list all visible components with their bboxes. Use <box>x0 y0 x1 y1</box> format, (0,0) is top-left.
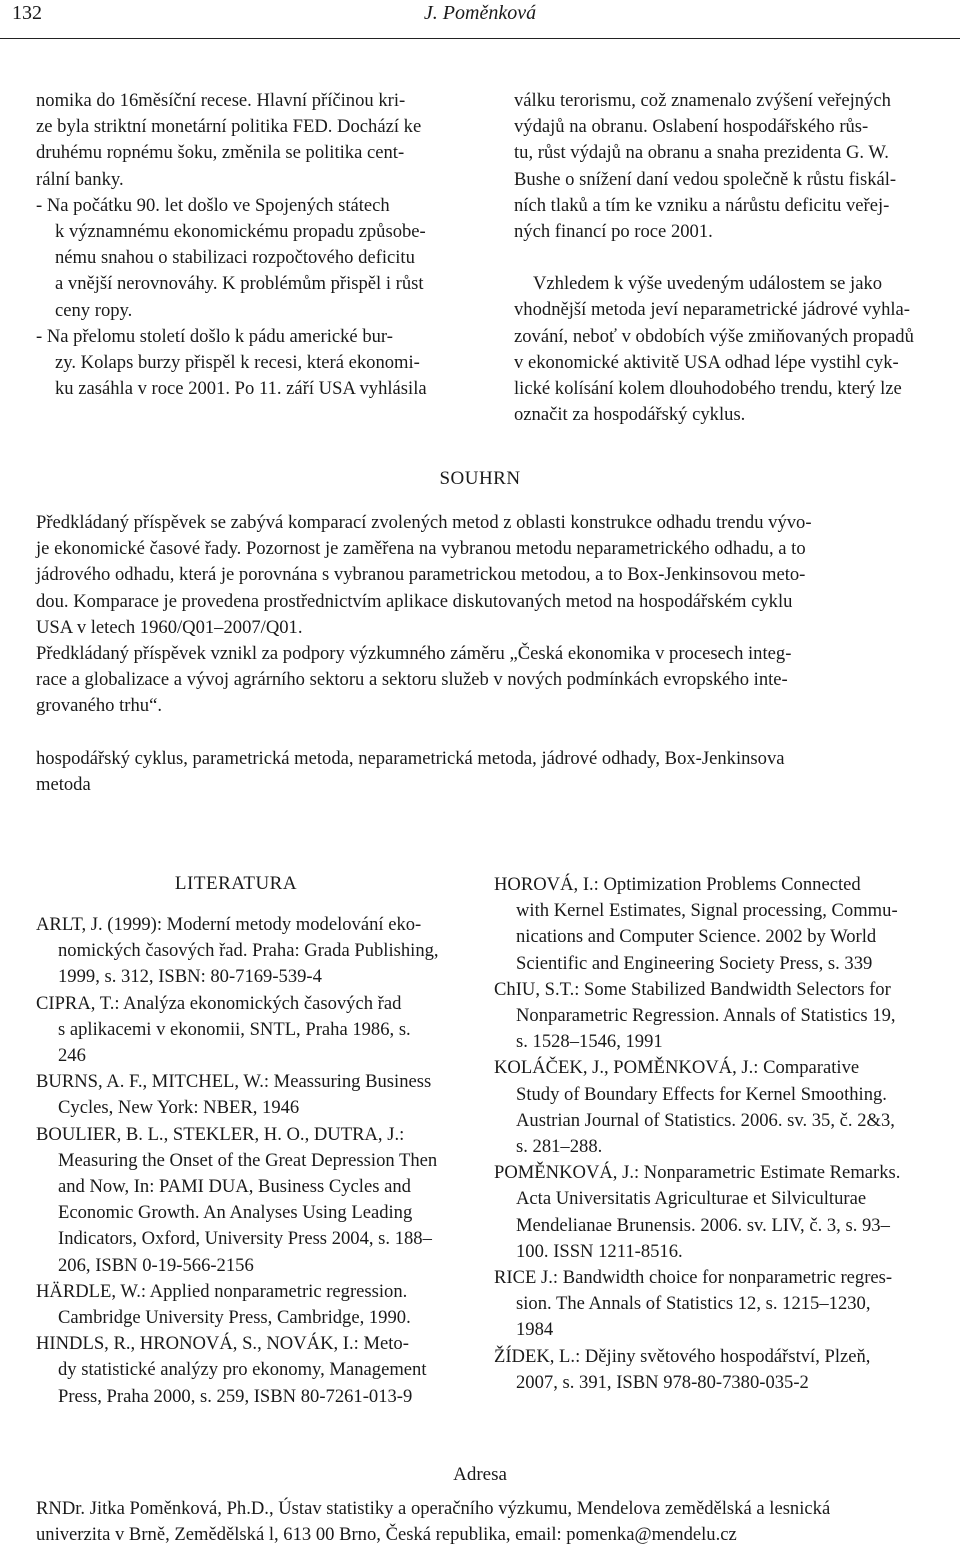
summary-paragraph-1 <box>36 510 926 641</box>
reference-line: dy statistické analýzy pro ekonomy, Management <box>58 1359 427 1381</box>
text-line: k významnému ekonomickému propadu způsobe- <box>55 221 426 243</box>
reference-line: s. 1528–1546, 1991 <box>516 1031 663 1053</box>
text-line: rální banky. <box>36 168 124 190</box>
text-line: Vzhledem k výše uvedeným událostem se jako <box>533 273 883 295</box>
summary-line: Předkládaný příspěvek vznikl za podpory výzkumného záměru „Česká ekonomika v procesech integ- <box>36 643 792 665</box>
text-line: označit za hospodářský cyklus. <box>514 404 746 426</box>
reference-entry <box>494 1160 960 1265</box>
text-line: zy. Kolaps burzy přispěl k recesi, která ekonomi- <box>55 352 420 374</box>
text-line: v ekonomické aktivitě USA odhad lépe vystihl cyk- <box>514 351 899 373</box>
summary-line: grovaného trhu“. <box>36 695 162 717</box>
keywords-line: hospodářský cyklus, parametrická metoda, neparametrická metoda, jádrové odhady, Box-Jenkinsova <box>36 747 785 769</box>
right-column-text <box>514 88 960 428</box>
reference-line: 246 <box>58 1045 86 1067</box>
text-line: tu, růst výdajů na obranu a snaha prezidenta G. W. <box>514 142 889 164</box>
reference-line: CIPRA, T.: Analýza ekonomických časových řad <box>36 992 402 1014</box>
text-line: ceny ropy. <box>55 299 133 321</box>
reference-line: HÄRDLE, W.: Applied nonparametric regression. <box>36 1280 408 1302</box>
references-left <box>36 912 476 1410</box>
reference-line: Cambridge University Press, Cambridge, 1990. <box>58 1307 411 1329</box>
reference-line: s aplikacemi v ekonomii, SNTL, Praha 1986, s. <box>58 1018 411 1040</box>
references-right <box>494 872 960 1396</box>
address-line: univerzita v Brně, Zemědělská l, 613 00 Brno, Česká republika, email: pomenka@mendelu.cz <box>36 1524 737 1546</box>
reference-line: ŽÍDEK, L.: Dějiny světového hospodářství, Plzeň, <box>494 1345 871 1367</box>
reference-entry <box>494 1265 960 1344</box>
reference-entry <box>36 1331 476 1410</box>
text-line: lické kolísání kolem dlouhodobého trendu, který lze <box>514 378 902 400</box>
text-line: Bushe o snížení daní vedou společně k růstu fiskál- <box>514 168 897 190</box>
reference-line: POMĚNKOVÁ, J.: Nonparametric Estimate Remarks. <box>494 1162 901 1184</box>
page-number: 132 <box>12 2 42 24</box>
text-line: druhému ropnému šoku, změnila se politika cent- <box>36 142 405 164</box>
reference-line: 1999, s. 312, ISBN: 80-7169-539-4 <box>58 966 322 988</box>
keywords <box>36 746 926 798</box>
reference-entry <box>494 872 960 977</box>
text-line: zování, neboť v obdobích výše zmiňovaných propadů <box>514 325 914 347</box>
reference-line: HOROVÁ, I.: Optimization Problems Connected <box>494 874 861 895</box>
text-line: - Na počátku 90. let došlo ve Spojených státech <box>36 194 390 216</box>
summary-line: Předkládaný příspěvek se zabývá komparací zvolených metod z oblasti konstrukce odhadu trendu vývo- <box>36 512 812 533</box>
reference-line: Nonparametric Regression. Annals of Statistics 19, <box>516 1005 896 1027</box>
text-line: vhodnější metoda jeví neparametrické jádrové vyhla- <box>514 299 910 321</box>
reference-line: Austrian Journal of Statistics. 2006. sv. 35, č. 2&3, <box>516 1109 895 1131</box>
text-line: ních tlaků a tím ke vzniku a nárůstu deficitu veřej- <box>514 194 890 216</box>
text-line: nomika do 16měsíční recese. Hlavní příčinou kri- <box>36 90 406 111</box>
reference-entry <box>494 977 960 1056</box>
address-heading: Adresa <box>453 1464 507 1485</box>
reference-line: Acta Universitatis Agriculturae et Silviculturae <box>516 1188 867 1210</box>
summary-line: je ekonomické časové řady. Pozornost je zaměřena na vybranou metodu neparametrického odhadu, a to <box>36 538 806 560</box>
reference-line: 1984 <box>516 1319 554 1341</box>
address-text <box>36 1496 936 1548</box>
reference-line: Study of Boundary Effects for Kernel Smoothing. <box>516 1083 887 1105</box>
reference-entry <box>494 1055 960 1160</box>
reference-line: 100. ISSN 1211-8516. <box>516 1240 683 1262</box>
reference-line: Mendelianae Brunensis. 2006. sv. LIV, č. 3, s. 93– <box>516 1214 890 1236</box>
reference-line: Cycles, New York: NBER, 1946 <box>58 1097 300 1119</box>
summary-heading: SOUHRN <box>439 468 521 489</box>
text-line: ných financí po roce 2001. <box>514 221 713 243</box>
summary-line: race a globalizace a vývoj agrárního sektoru a sektoru služeb v nových podmínkách evropského inte- <box>36 669 788 691</box>
reference-line: nomických časových řad. Praha: Grada Publishing, <box>58 940 439 962</box>
text-line: nému snahou o stabilizaci rozpočtového deficitu <box>55 247 415 269</box>
address-line: RNDr. Jitka Poměnková, Ph.D., Ústav statistiky a operačního výzkumu, Mendelova zemědělská a lesnická <box>36 1498 831 1519</box>
reference-line: HINDLS, R., HRONOVÁ, S., NOVÁK, I.: Meto- <box>36 1333 409 1355</box>
reference-line: ChIU, S.T.: Some Stabilized Bandwidth Selectors for <box>494 978 891 1000</box>
reference-line: Economic Growth. An Analyses Using Leading <box>58 1202 413 1224</box>
reference-entry <box>36 991 476 1070</box>
reference-line: KOLÁČEK, J., POMĚNKOVÁ, J.: Comparative <box>494 1057 860 1079</box>
right-paragraph-1 <box>514 88 960 245</box>
literature-heading: LITERATURA <box>174 873 298 894</box>
summary-line: USA v letech 1960/Q01–2007/Q01. <box>36 616 303 638</box>
keywords-line: metoda <box>36 773 91 795</box>
text-line: ze byla striktní monetární politika FED. Dochází ke <box>36 116 422 138</box>
summary-text <box>36 510 926 798</box>
summary-line: dou. Komparace je provedena prostřednictvím aplikace diskutovaných metod na hospodářském cyklu <box>36 590 793 612</box>
reference-line: Press, Praha 2000, s. 259, ISBN 80-7261-013-9 <box>58 1385 413 1407</box>
text-line: ku zasáhla v roce 2001. Po 11. září USA vyhlásila <box>55 378 427 400</box>
reference-entry <box>36 1122 476 1279</box>
summary-line: jádrového odhadu, která je porovnána s vybranou parametrickou metodou, a to Box-Jenkinsovou meto- <box>36 564 806 586</box>
reference-line: 206, ISBN 0-19-566-2156 <box>58 1254 254 1276</box>
running-author: J. Poměnková <box>423 2 537 24</box>
text-line: a vnější nerovnováhy. K problémům přispěl i růst <box>55 273 424 295</box>
left-column-text <box>36 88 466 402</box>
reference-line: BOULIER, B. L., STEKLER, H. O., DUTRA, J.: <box>36 1123 405 1145</box>
reference-line: 2007, s. 391, ISBN 978-80-7380-035-2 <box>516 1371 809 1393</box>
text-line: válku terorismu, což znamenalo zvýšení veřejných <box>514 90 891 111</box>
reference-entry <box>494 1344 960 1396</box>
reference-line: nications and Computer Science. 2002 by World <box>516 926 877 948</box>
reference-line: with Kernel Estimates, Signal processing, Commu- <box>516 900 898 922</box>
reference-line: and Now, In: PAMI DUA, Business Cycles and <box>58 1176 411 1198</box>
reference-line: RICE J.: Bandwidth choice for nonparametric regres- <box>494 1267 893 1289</box>
reference-line: ARLT, J. (1999): Moderní metody modelování eko- <box>36 914 422 935</box>
reference-line: s. 281–288. <box>516 1136 603 1158</box>
reference-line: Indicators, Oxford, University Press 2004, s. 188– <box>58 1228 432 1250</box>
reference-line: Measuring the Onset of the Great Depression Then <box>58 1149 438 1171</box>
reference-line: sion. The Annals of Statistics 12, s. 1215–1230, <box>516 1293 871 1315</box>
reference-line: BURNS, A. F., MITCHEL, W.: Meassuring Business <box>36 1071 432 1093</box>
text-line: - Na přelomu století došlo k pádu americké bur- <box>36 325 393 347</box>
right-paragraph-2 <box>514 271 960 428</box>
reference-entry <box>36 1279 476 1331</box>
reference-entry <box>36 1069 476 1121</box>
reference-entry <box>36 912 476 991</box>
summary-paragraph-2 <box>36 641 926 720</box>
text-line: výdajů na obranu. Oslabení hospodářského růs- <box>514 116 869 138</box>
reference-line: Scientific and Engineering Society Press, s. 339 <box>516 952 873 974</box>
